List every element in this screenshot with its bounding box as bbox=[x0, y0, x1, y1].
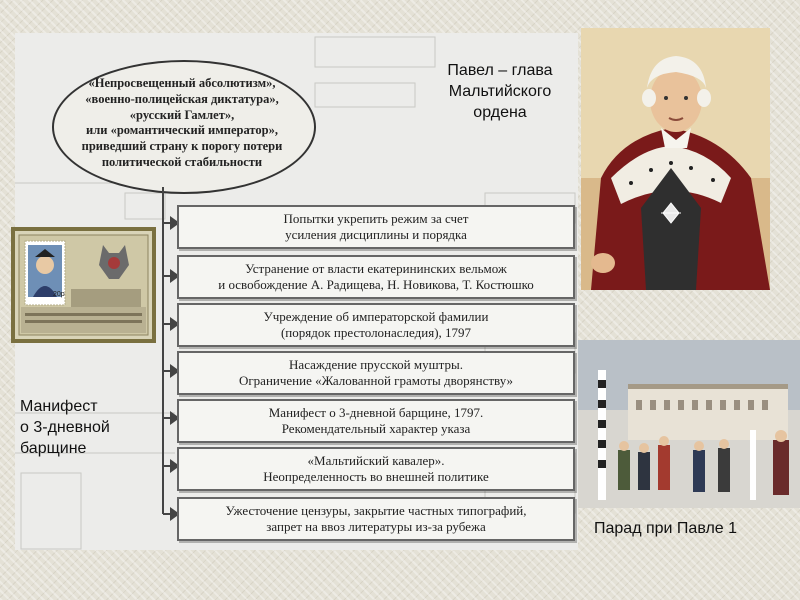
parade-illustration bbox=[578, 340, 800, 508]
stamp-value: 20p bbox=[53, 291, 65, 298]
portrait-image bbox=[581, 28, 770, 290]
policy-box-maltese bbox=[177, 447, 575, 491]
policy-box-line: усиления дисциплины и порядка bbox=[285, 227, 467, 242]
summary-line: или «романтический император», bbox=[86, 123, 278, 138]
portrait-illustration bbox=[581, 28, 770, 290]
policy-box-line: (порядок престолонаследия), 1797 bbox=[280, 325, 472, 340]
policy-box-line: Насаждение прусской муштры. bbox=[289, 357, 463, 372]
policy-box-drill bbox=[177, 351, 575, 395]
policy-box-line: Манифест о 3-дневной барщине, 1797. bbox=[268, 405, 484, 420]
policy-box-line: Неопределенность во внешней политике bbox=[263, 469, 489, 484]
summary-line: «русский Гамлет», bbox=[129, 107, 235, 122]
policy-box-line: Учреждение об императорской фамилии bbox=[263, 309, 489, 324]
policy-box-manifest bbox=[177, 399, 575, 443]
policy-box-removal bbox=[177, 255, 575, 299]
policy-box-line: и освобождение А. Радищева, Н. Новикова, Т. Костюшко bbox=[218, 277, 534, 292]
policy-box-discipline bbox=[177, 205, 575, 249]
caption-line: Мальтийского bbox=[448, 83, 552, 100]
policy-box-line: Попытки укрепить режим за счет bbox=[283, 211, 469, 226]
policy-box-succession bbox=[177, 303, 575, 347]
manifest-caption bbox=[20, 396, 110, 459]
summary-line: приведший страну к порогу потери bbox=[81, 139, 283, 154]
policy-box-censorship bbox=[177, 497, 575, 541]
parade-image bbox=[578, 340, 800, 508]
caption-line: Манифест bbox=[20, 398, 98, 415]
stamp-sheet-image bbox=[11, 227, 156, 343]
caption-line: ордена bbox=[473, 104, 527, 121]
policy-box-line: Рекомендательный характер указа bbox=[281, 421, 471, 436]
policy-box-line: запрет на ввоз литературы из-за рубежа bbox=[266, 519, 486, 534]
summary-line: «Непросвещенный абсолютизм», bbox=[88, 76, 276, 90]
stamp-illustration bbox=[11, 227, 156, 343]
summary-line: политической стабильности bbox=[101, 154, 263, 169]
policy-box-line: Устранение от власти екатерининских вельмож bbox=[245, 261, 507, 276]
parade-caption: Парад при Павле 1 bbox=[594, 520, 738, 537]
portrait-caption bbox=[420, 60, 580, 123]
caption-line: Павел – глава bbox=[447, 62, 553, 79]
caption-line: барщине bbox=[20, 440, 87, 457]
policy-box-line: Ограничение «Жалованной грамоты дворянству» bbox=[238, 373, 514, 388]
policy-box-line: «Мальтийский кавалер». bbox=[307, 453, 445, 468]
caption-line: о 3-дневной bbox=[20, 419, 110, 436]
summary-line: «военно-полицейская диктатура», bbox=[85, 91, 279, 106]
policy-box-line: Ужесточение цензуры, закрытие частных типографий, bbox=[225, 503, 527, 518]
